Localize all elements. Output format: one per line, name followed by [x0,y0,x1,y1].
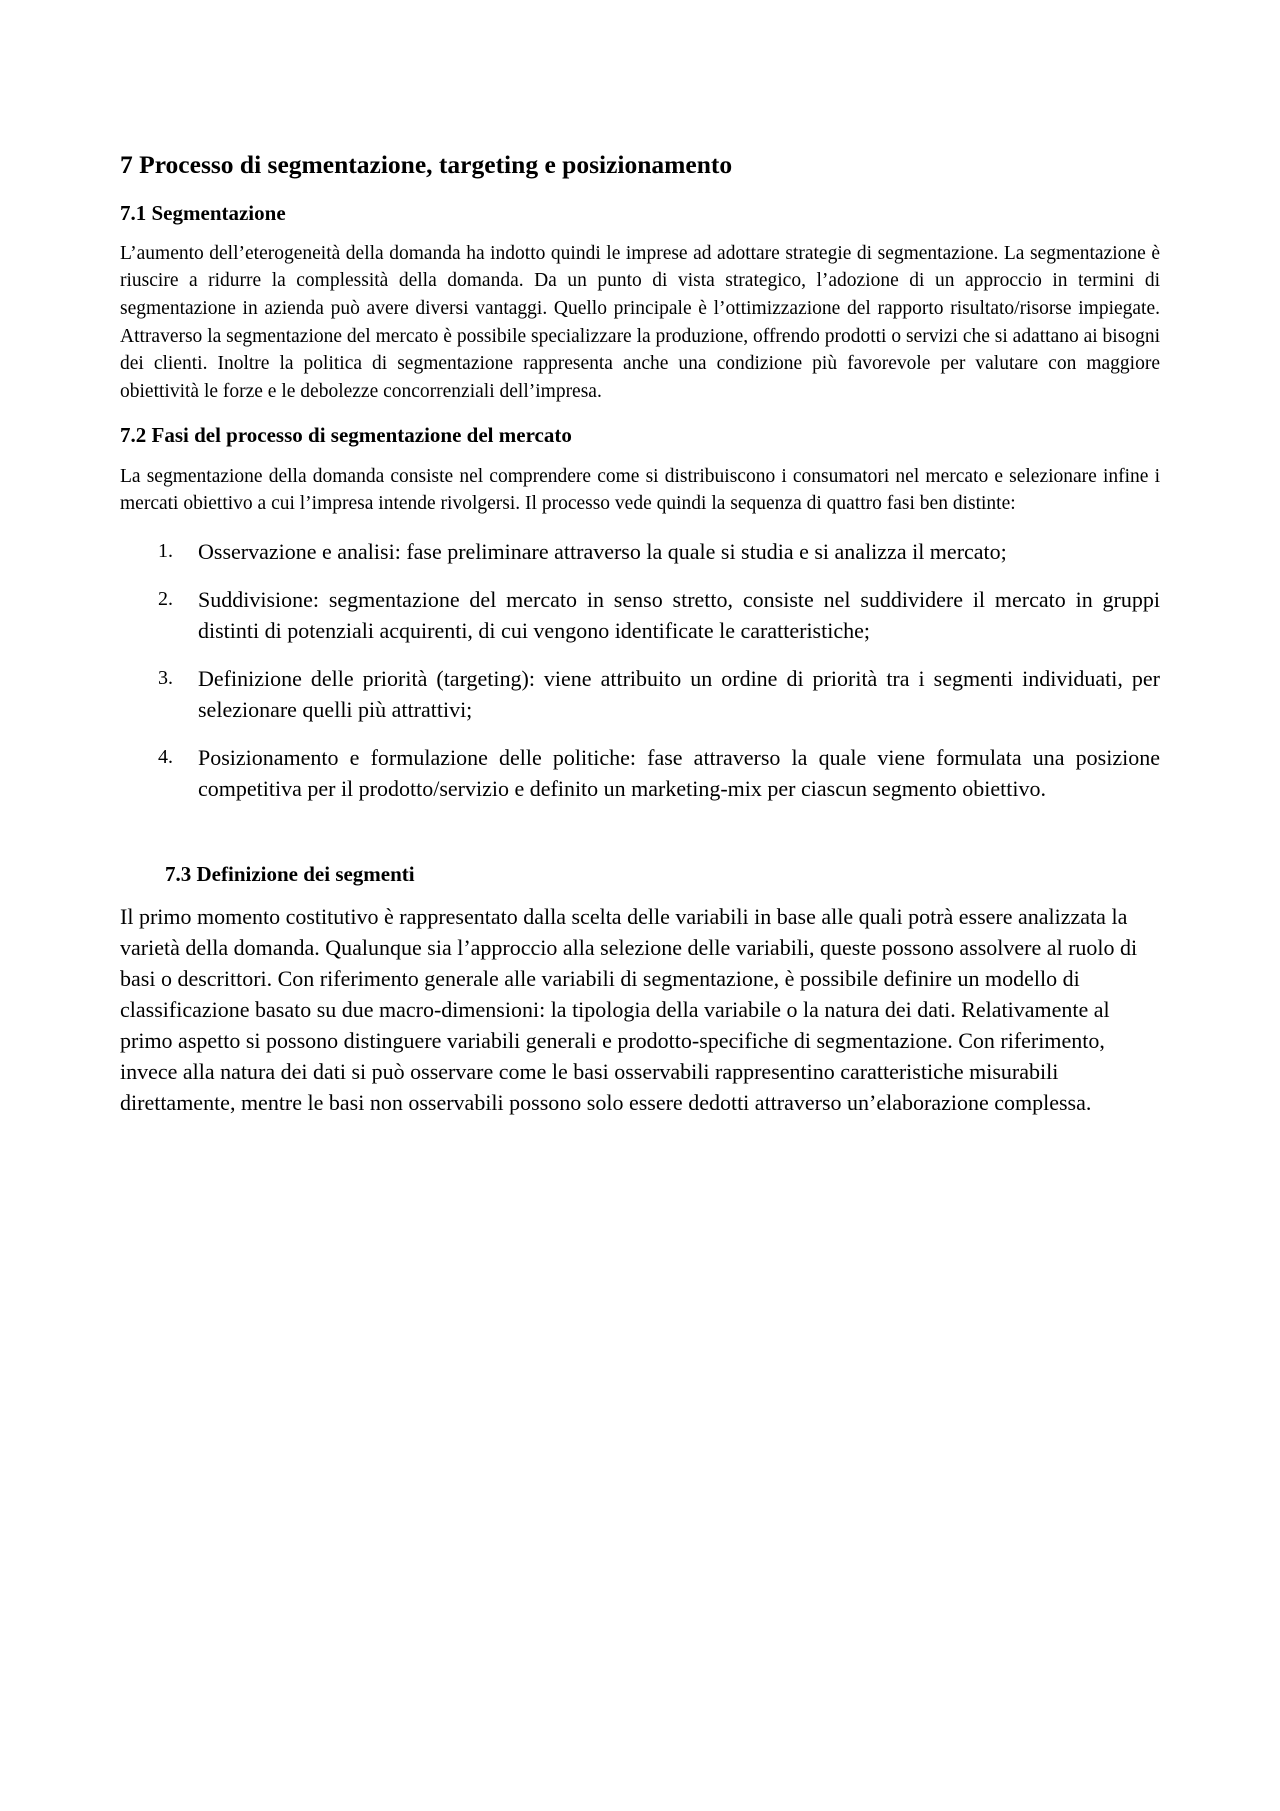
section-paragraph-segmentazione: L’aumento dell’eterogeneità della domanda ha indotto quindi le imprese ad adottare strategie di segmentazione. La segmentazione è riuscire a ridurre la complessità della domanda. Da un punto di vista strategico, l’adozione di un approccio in termini di segmentazione in azienda può avere diversi vantaggi. Quello principale è l’ottimizzazione del rapporto risultato/risorse impiegate. Attraverso la segmentazione del mercato è possibile specializzare la produzione, offrendo prodotti o servizi che si adattano ai bisogni dei clienti. Inoltre la politica di segmentazione rappresenta anche una condizione più favorevole per valutare con maggiore obiettività le forze e le debolezze concorrenziali dell’impresa. [120,242,1160,402]
list-item-text: Osservazione e analisi: fase preliminare attraverso la quale si studia e si analizza il mercato; [198,538,1007,564]
list-item-number: 1. [158,539,173,562]
phases-list [120,536,1160,804]
section-paragraph-definizione: Il primo momento costitutivo è rappresentato dalla scelta delle variabili in base alle quali potrà essere analizzata la varietà della domanda. Qualunque sia l’approccio alla selezione delle variabili, queste possono assolvere al ruolo di basi o descrittori. Con riferimento generale alle variabili di segmentazione, è possibile definire un modello di classificazione basato su due macro-dimensioni: la tipologia della variabile o la natura dei dati. Relativamente al primo aspetto si possono distinguere variabili generali e prodotto-specifiche di segmentazione. Con riferimento, invece alla natura dei dati si può osservare come le basi osservabili rappresentino caratteristiche misurabili direttamente, mentre le basi non osservabili possono solo essere dedotti attraverso un’elaborazione complessa. [120,903,1138,1115]
list-item-number: 2. [158,587,173,610]
list-item-text: Suddivisione: segmentazione del mercato in senso stretto, consiste nel suddividere il mercato in gruppi distinti di potenziali acquirenti, di cui vengono identificate le caratteristiche; [198,586,1160,643]
section-paragraph-fasi: La segmentazione della domanda consiste nel comprendere come si distribuiscono i consumatori nel mercato e selezionare infine i mercati obiettivo a cui l’impresa intende rivolgersi. Il processo vede quindi la sequenza di quattro fasi ben distinte: [120,465,1160,515]
list-item [120,663,1160,725]
section-heading-fasi: 7.2 Fasi del processo di segmentazione del mercato [120,423,572,448]
list-item [120,536,1160,567]
list-item [120,742,1160,804]
document-page [120,150,1160,1136]
list-item-text: Definizione delle priorità (targeting): viene attribuito un ordine di priorità tra i segmenti individuati, per selezionare quelli più attrattivi; [198,665,1160,722]
list-item-number: 3. [158,666,173,689]
list-item-text: Posizionamento e formulazione delle politiche: fase attraverso la quale viene formulata una posizione competitiva per il prodotto/servizio e definito un marketing-mix per ciascun segmento obiettivo. [198,744,1160,801]
section-heading-segmentazione: 7.1 Segmentazione [120,200,286,225]
list-item-number: 4. [158,745,173,768]
chapter-title: 7 Processo di segmentazione, targeting e posizionamento [120,150,733,179]
list-item [120,584,1160,646]
section-heading-definizione: 7.3 Definizione dei segmenti [165,861,415,886]
